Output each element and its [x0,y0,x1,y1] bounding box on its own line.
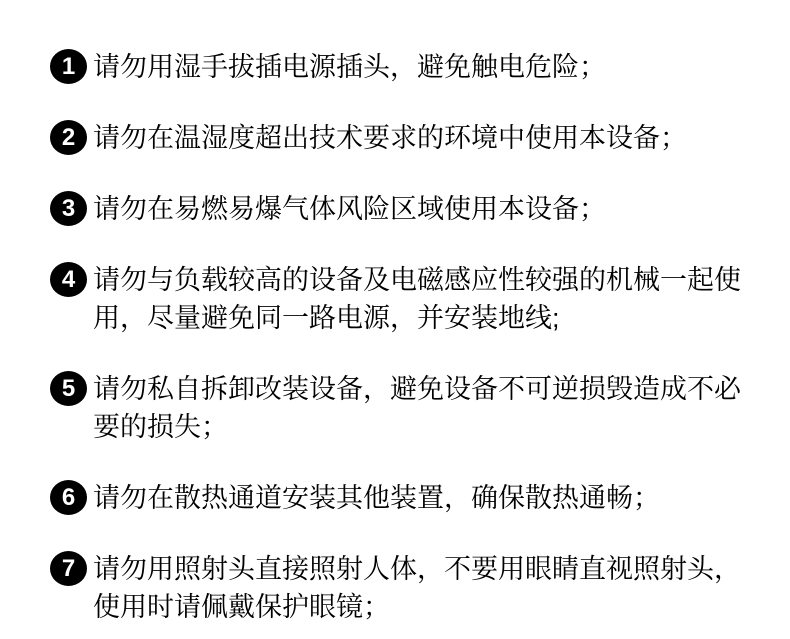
safety-instruction-text: 请勿在散热通道安装其他装置，确保散热通畅； [93,483,660,513]
item-number-badge: 5 [50,371,87,406]
safety-instruction-item-5 [50,370,755,446]
item-number-badge: 3 [50,191,87,226]
safety-instruction-text: 请勿在温湿度超出技术要求的环境中使用本设备； [93,123,687,153]
safety-instruction-text: 请勿与负载较高的设备及电磁感应性较强的机械一起使用，尽量避免同一路电源，并安装地线; [93,265,741,333]
safety-instruction-item-2 [50,119,755,157]
item-number-badge: 4 [50,262,87,297]
safety-instruction-item-3 [50,190,755,228]
item-number-badge: 1 [50,49,87,84]
safety-instruction-text: 请勿在易燃易爆气体风险区域使用本设备； [93,194,606,224]
item-number-badge: 7 [50,551,87,586]
item-number-badge: 6 [50,480,87,515]
safety-instruction-item-4 [50,261,755,337]
safety-instruction-text: 请勿用照射头直接照射人体，不要用眼睛直视照射头，使用时请佩戴保护眼镜； [93,554,741,622]
safety-instruction-item-1 [50,48,755,86]
safety-instruction-item-6 [50,479,755,517]
safety-instruction-text: 请勿私自拆卸改装设备，避免设备不可逆损毁造成不必要的损失； [93,374,741,442]
item-number-badge: 2 [50,120,87,155]
safety-instruction-item-7 [50,550,755,626]
safety-instruction-text: 请勿用湿手拔插电源插头，避免触电危险； [93,52,606,82]
